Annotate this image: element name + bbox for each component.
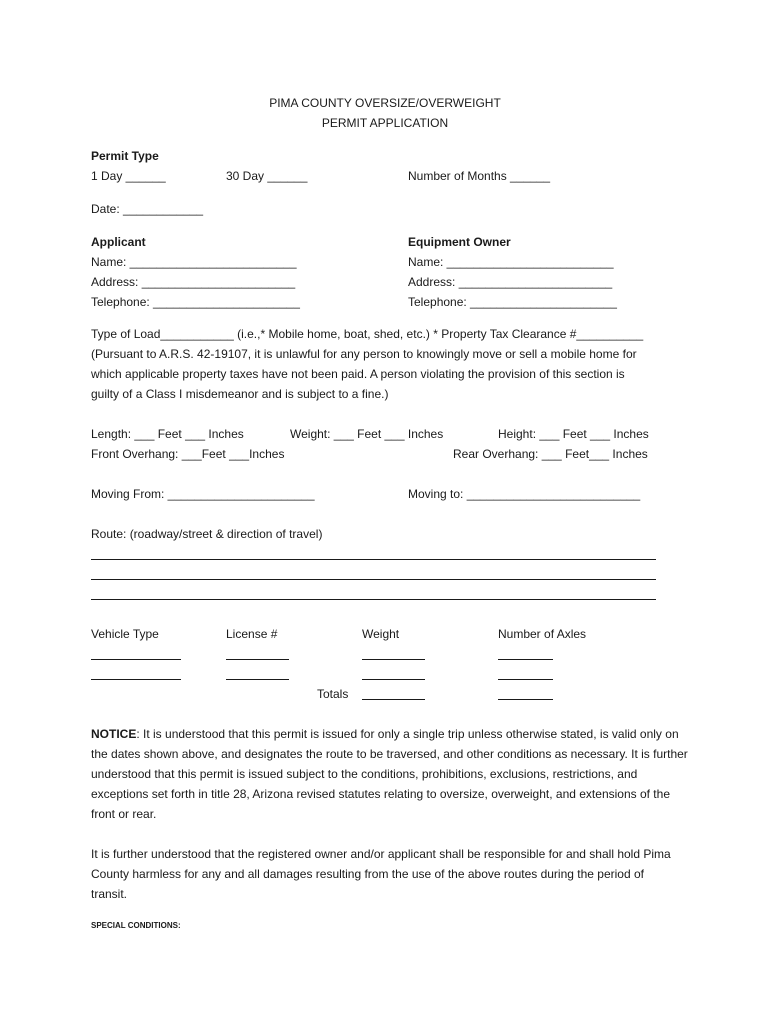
length-field[interactable]: Length: ___ Feet ___ Inches	[91, 427, 244, 441]
responsibility-paragraph: It is further understood that the registered owner and/or applicant shall be responsible for and shall hold Pima County harmless for any and all damages resulting from the use of the above routes during the period of transit.	[91, 847, 671, 901]
moving-to-field[interactable]: Moving to: __________________________	[408, 487, 641, 501]
vehicle-type-blank-2[interactable]	[91, 679, 181, 680]
vehicle-type-header: Vehicle Type	[91, 627, 159, 641]
tax-notice-line3: guilty of a Class I misdemeanor and is subject to a fine.)	[91, 387, 389, 401]
route-label: Route: (roadway/street & direction of travel)	[91, 527, 323, 541]
vehicle-type-blank-1[interactable]	[91, 659, 181, 660]
applicant-address-field[interactable]: Address: _______________________	[91, 275, 296, 289]
license-blank-2[interactable]	[226, 679, 289, 680]
axles-blank-2[interactable]	[498, 679, 553, 680]
form-title-line1: PIMA COUNTY OVERSIZE/OVERWEIGHT	[269, 96, 501, 110]
front-overhang-field[interactable]: Front Overhang: ___Feet ___Inches	[91, 447, 285, 461]
axles-total-blank[interactable]	[498, 699, 553, 700]
weight-header: Weight	[362, 627, 400, 641]
notice-text: : It is understood that this permit is issued for only a single trip unless otherwise stated, is valid only on the dates shown above, and designates the route to be traversed, and other conditions as necessary. It is further understood that this permit is issued subject to the conditions, prohibitions, exclusions, restrictions, and exceptions set forth in title 28, Arizona revised statutes relating to oversize, overweight, and extensions of the front or rear.	[91, 727, 688, 821]
type-of-load-line[interactable]: Type of Load___________ (i.e.,* Mobile home, boat, shed, etc.) * Property Tax Clearance #__________	[91, 327, 644, 341]
owner-address-field[interactable]: Address: _______________________	[408, 275, 613, 289]
applicant-name-field[interactable]: Name: _________________________	[91, 255, 297, 269]
route-line-1[interactable]	[91, 559, 656, 560]
notice-label: NOTICE	[91, 727, 137, 741]
owner-name-field[interactable]: Name: _________________________	[408, 255, 614, 269]
number-of-months-field[interactable]: Number of Months ______	[408, 169, 551, 183]
weight-total-blank[interactable]	[362, 699, 425, 700]
route-line-3[interactable]	[91, 599, 656, 600]
height-field[interactable]: Height: ___ Feet ___ Inches	[498, 427, 649, 441]
weight-field[interactable]: Weight: ___ Feet ___ Inches	[290, 427, 444, 441]
date-field[interactable]: Date: ____________	[91, 202, 204, 216]
axles-blank-1[interactable]	[498, 659, 553, 660]
license-header: License #	[226, 627, 278, 641]
weight-blank-1[interactable]	[362, 659, 425, 660]
tax-notice-line1: (Pursuant to A.R.S. 42-19107, it is unlawful for any person to knowingly move or sell a mobile home for	[91, 347, 637, 361]
form-title-line2: PERMIT APPLICATION	[321, 116, 449, 130]
owner-telephone-field[interactable]: Telephone: ______________________	[408, 295, 617, 309]
rear-overhang-field[interactable]: Rear Overhang: ___ Feet___ Inches	[453, 447, 648, 461]
tax-notice-line2: which applicable property taxes have not been paid. A person violating the provision of this section is	[91, 367, 625, 381]
applicant-telephone-field[interactable]: Telephone: ______________________	[91, 295, 300, 309]
notice-paragraph	[91, 724, 691, 824]
applicant-heading: Applicant	[91, 235, 146, 249]
one-day-field[interactable]: 1 Day ______	[91, 169, 166, 183]
totals-label: Totals	[317, 687, 349, 701]
route-line-2[interactable]	[91, 579, 656, 580]
axles-header: Number of Axles	[498, 627, 587, 641]
permit-type-heading: Permit Type	[91, 149, 159, 163]
weight-blank-2[interactable]	[362, 679, 425, 680]
owner-heading: Equipment Owner	[408, 235, 511, 249]
license-blank-1[interactable]	[226, 659, 289, 660]
moving-from-field[interactable]: Moving From: ______________________	[91, 487, 315, 501]
special-conditions-label: SPECIAL CONDITIONS:	[91, 921, 181, 930]
thirty-day-field[interactable]: 30 Day ______	[226, 169, 308, 183]
